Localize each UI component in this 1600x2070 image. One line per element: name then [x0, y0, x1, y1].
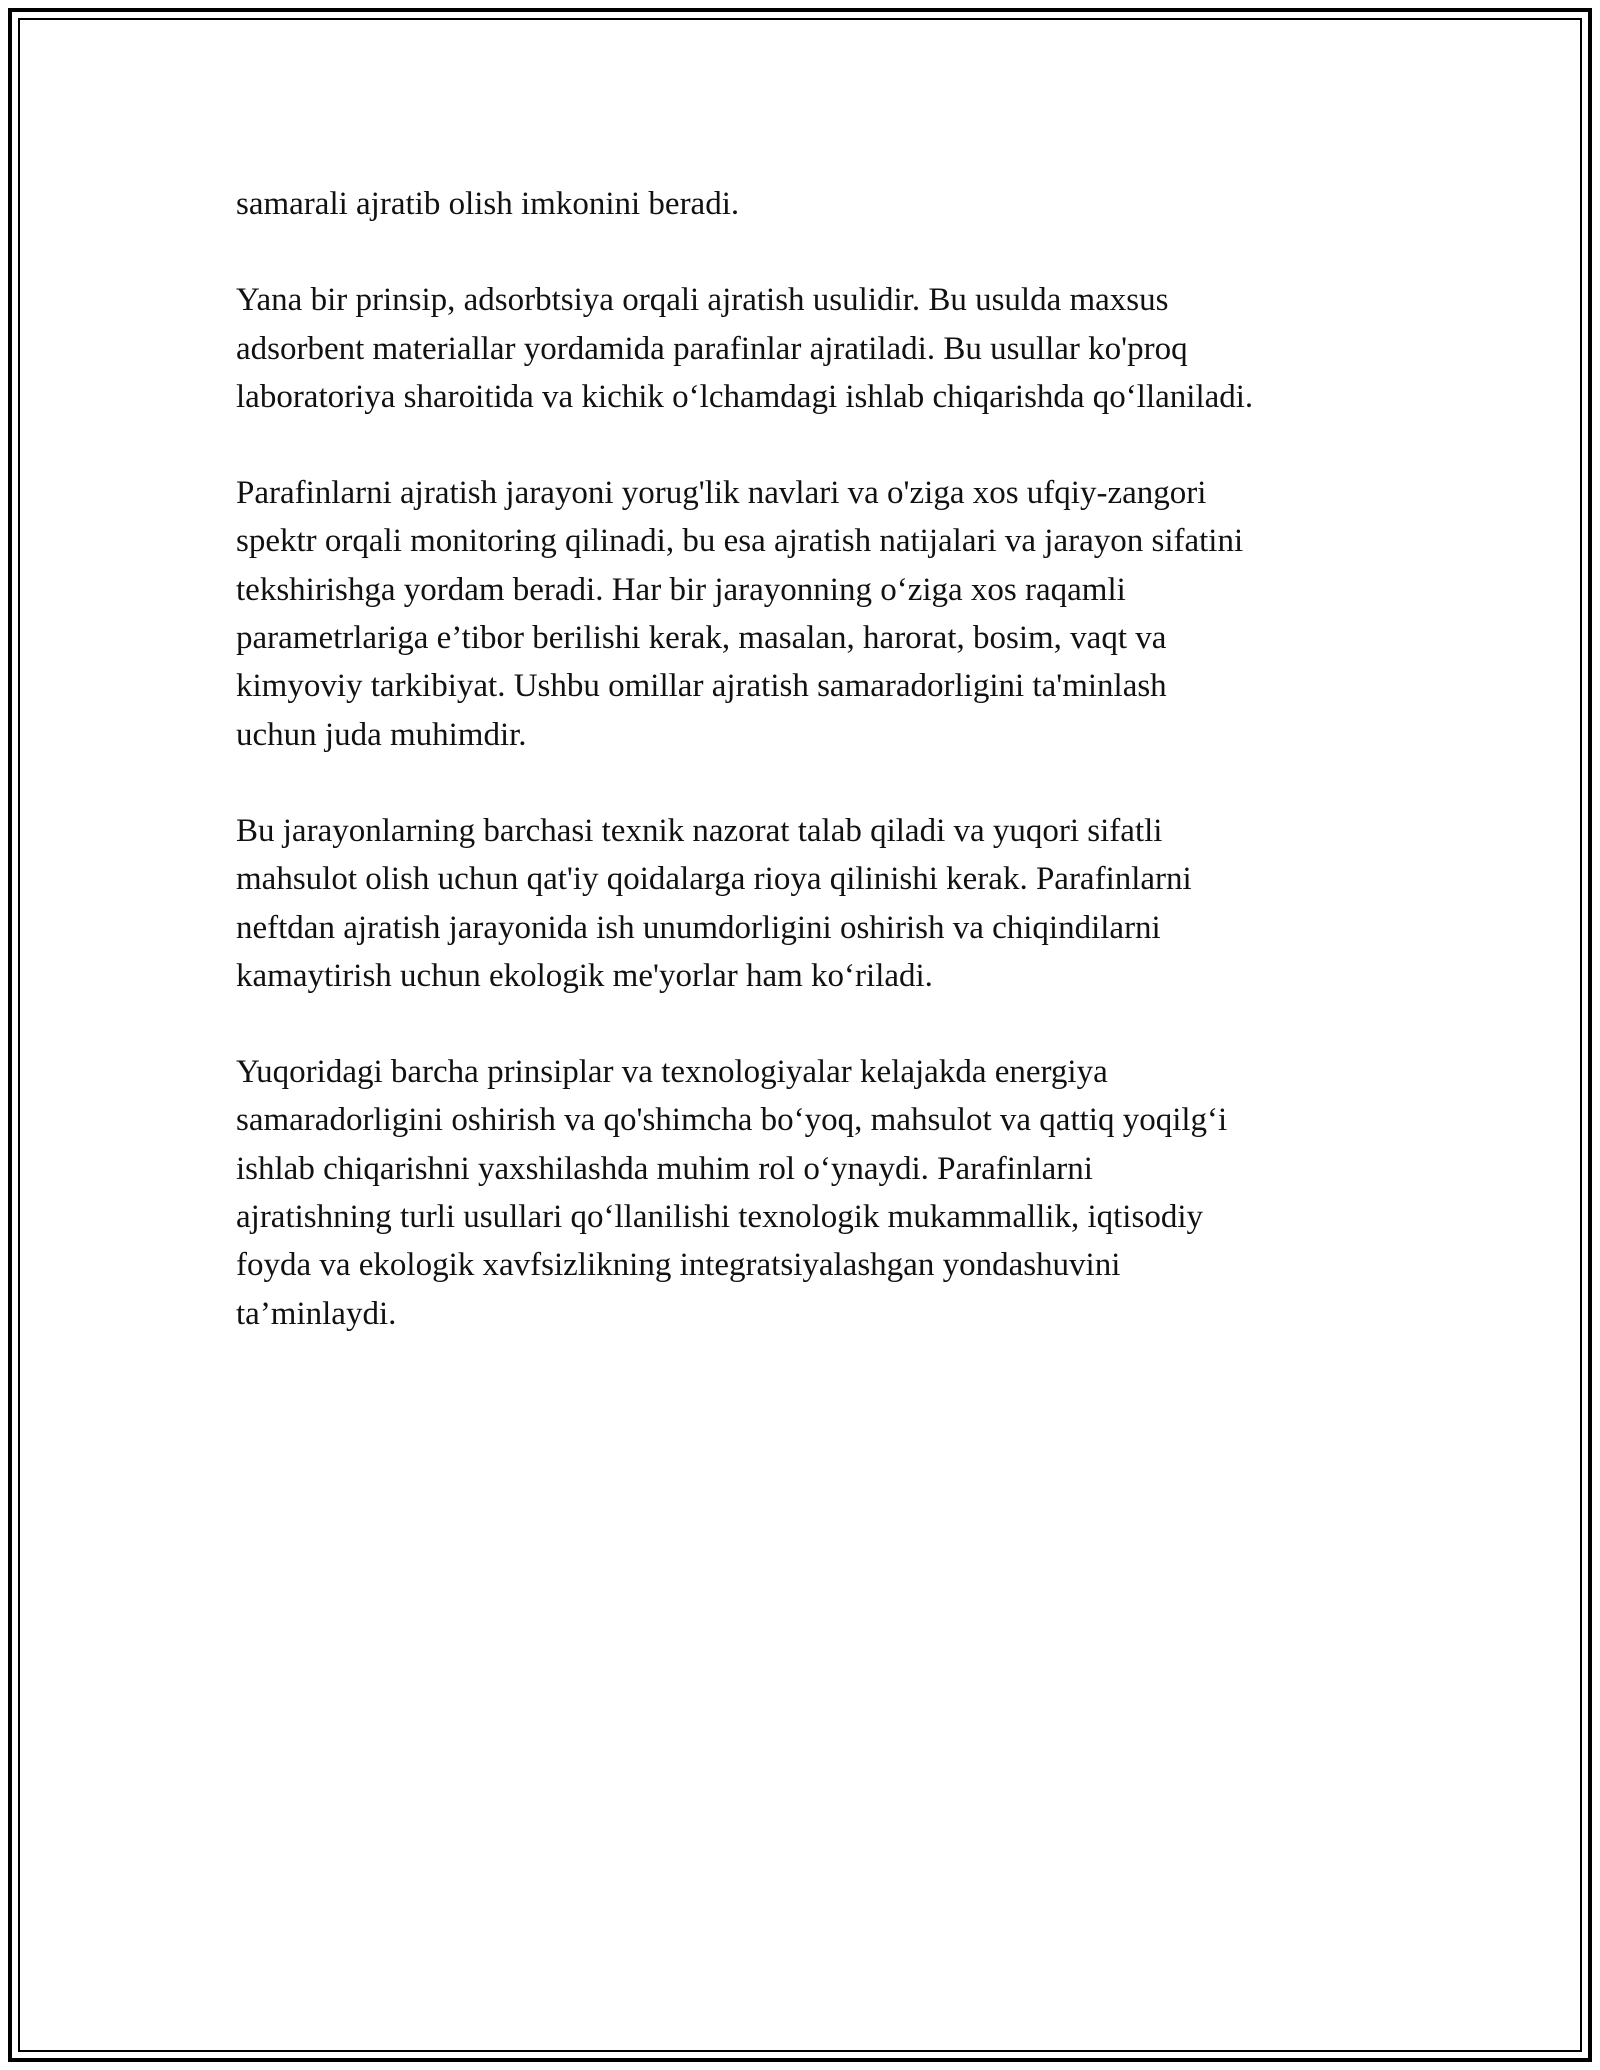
text-line: Parafinlarni ajratish jarayoni yorug'lik navlari va o'ziga xos ufqiy-zangori [236, 475, 1207, 512]
paragraph [236, 276, 1386, 421]
text-line: neftdan ajratish jarayonida ish unumdorligini oshirish va chiqindilarni [236, 909, 1161, 946]
text-line: ta’minlaydi. [236, 1295, 397, 1332]
document-body [236, 180, 1386, 1386]
text-line: adsorbent materiallar yordamida parafinlar ajratiladi. Bu usullar ko'proq [236, 330, 1188, 367]
text-line: kimyoviy tarkibiyat. Ushbu omillar ajratish samaradorligini ta'minlash [236, 668, 1167, 705]
text-line: ishlab chiqarishni yaxshilashda muhim rol o‘ynaydi. Parafinlarni [236, 1150, 1093, 1187]
paragraph [236, 469, 1386, 759]
text-line: parametrlariga e’tibor berilishi kerak, masalan, harorat, bosim, vaqt va [236, 620, 1167, 657]
text-line: Yana bir prinsip, adsorbtsiya orqali ajratish usulidir. Bu usulda maxsus [236, 282, 1169, 319]
text-line: foyda va ekologik xavfsizlikning integratsiyalashgan yondashuvini [236, 1247, 1121, 1284]
text-line: samaradorligini oshirish va qo'shimcha bo‘yoq, mahsulot va qattiq yoqilg‘i [236, 1102, 1228, 1139]
text-line: mahsulot olish uchun qat'iy qoidalarga rioya qilinishi kerak. Parafinlarni [236, 861, 1192, 898]
text-line: ajratishning turli usullari qo‘llanilishi texnologik mukammallik, iqtisodiy [236, 1199, 1203, 1236]
text-line: Yuqoridagi barcha prinsiplar va texnologiyalar kelajakda energiya [236, 1054, 1108, 1091]
text-line: uchun juda muhimdir. [236, 716, 527, 753]
text-line: kamaytirish uchun ekologik me'yorlar ham ko‘riladi. [236, 957, 933, 994]
text-line: spektr orqali monitoring qilinadi, bu esa ajratish natijalari va jarayon sifatini [236, 523, 1244, 560]
text-line: tekshirishga yordam beradi. Har bir jarayonning o‘ziga xos raqamli [236, 571, 1126, 608]
paragraph [236, 180, 1386, 228]
text-line: Bu jarayonlarning barchasi texnik nazorat talab qiladi va yuqori sifatli [236, 812, 1163, 849]
text-line: samarali ajratib olish imkonini beradi. [236, 186, 740, 222]
paragraph [236, 807, 1386, 1000]
paragraph [236, 1048, 1386, 1338]
text-line: laboratoriya sharoitida va kichik o‘lchamdagi ishlab chiqarishda qo‘llaniladi. [236, 378, 1254, 415]
